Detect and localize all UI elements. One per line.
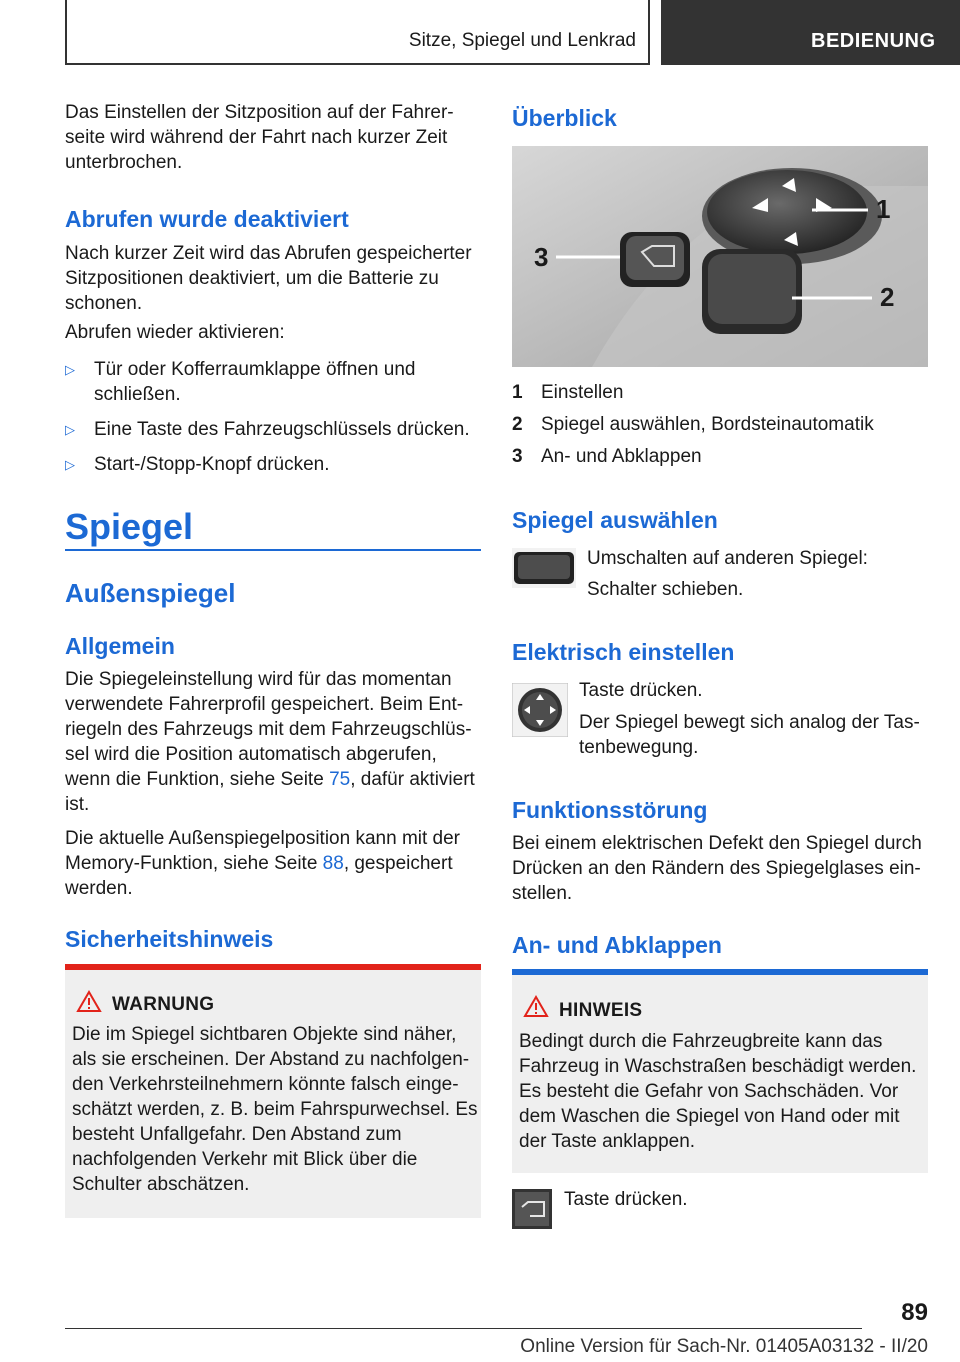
heading-allgemein: Allgemein <box>65 633 175 659</box>
hint-triangle-icon <box>523 995 549 1018</box>
legend-num: 3 <box>512 446 523 467</box>
paragraph-schalter: Schalter schieben. <box>587 579 744 600</box>
paragraph-taste-anklappen: Taste drücken. <box>564 1189 688 1210</box>
heading-spiegel-auswaehlen: Spiegel auswählen <box>512 507 718 533</box>
paragraph-memory <box>65 826 481 901</box>
header-chapter: Sitze, Spiegel und Lenkrad <box>408 30 636 51</box>
hint-box <box>512 969 928 1173</box>
warning-triangle-icon <box>76 990 102 1013</box>
bullet-text: Tür oder Kofferraumklappe öffnen und schließen. <box>94 359 416 405</box>
header-section-tab[interactable]: BEDIENUNG <box>661 0 960 65</box>
spiegel-rule <box>65 549 481 551</box>
paragraph-stoerung: Bei einem elektrischen Defekt den Spiegel durch Drücken an den Rändern des Spiegelglases ein-stellen. <box>512 833 922 904</box>
hint-text: Bedingt durch die Fahrzeugbreite kann das Fahrzeug in Waschstraßen beschädigt werden. Es besteht die Gefahr von Sachschäden. Vor dem Waschen die Spiegel von Hand oder mit der Taste anklappen. <box>519 1031 917 1152</box>
allgemein-text-b: , dafür aktiviert ist. <box>65 769 475 815</box>
hint-bar <box>512 969 928 975</box>
paragraph-deaktiviert: Nach kurzer Zeit wird das Abrufen gespeicherter Sitzpositionen deaktiviert, um die Batterie zu schonen. <box>65 243 472 314</box>
header-rule-right <box>648 0 650 65</box>
figure-label-2: 2 <box>880 282 895 312</box>
memory-text-a: Die aktuelle Außenspiegelposition kann mit der Memory-Funktion, siehe Seite <box>65 828 461 874</box>
paragraph-allgemein <box>65 667 481 817</box>
footer-rule <box>65 1328 862 1329</box>
heading-funktionsstoerung: Funktionsstörung <box>512 797 708 823</box>
heading-ueberblick: Überblick <box>512 105 617 131</box>
footer-version: Online Version für Sach-Nr. 01405A03132 - II/20 <box>520 1336 928 1357</box>
mirror-select-switch-icon <box>512 548 576 588</box>
figure-label-3: 3 <box>534 242 549 272</box>
memory-text-b: , gespeichert werden. <box>65 853 453 899</box>
paragraph-spiegel-bewegt: Der Spiegel bewegt sich analog der Tas-tenbewegung. <box>579 712 920 758</box>
mirror-switch-figure <box>512 146 928 367</box>
heading-elektrisch-einstellen: Elektrisch einstellen <box>512 639 735 665</box>
legend-num: 2 <box>512 414 523 435</box>
legend-text: Spiegel auswählen, Bordsteinautomatik <box>541 414 874 435</box>
bullet-list <box>65 357 481 487</box>
page-link-88[interactable]: 88 <box>322 853 344 874</box>
heading-abrufen-deaktiviert: Abrufen wurde deaktiviert <box>65 206 349 232</box>
allgemein-text-a: Die Spiegeleinstellung wird für das momentan verwendete Fahrerprofil gespeichert. Beim Ent-riegeln des Fahrzeugs mit dem Fahrzeugschlüs-sel wird die Position automatisch abgerufen, wenn die Funktion, siehe Seite <box>65 669 472 790</box>
list-item <box>65 417 481 442</box>
triangle-bullet-icon: ▷ <box>65 457 75 472</box>
legend-num: 1 <box>512 382 523 403</box>
mirror-adjust-button-icon <box>512 683 568 737</box>
warning-title: WARNUNG <box>112 994 215 1015</box>
warning-text: Die im Spiegel sichtbaren Objekte sind näher, als sie erscheinen. Der Abstand zu nachfolgen-den Verkehrsteilnehmern könnte falsch einge-schätzt werden, z. B. beim Fahrspurwechsel. Es besteht Unfallgefahr. Den Abstand zum nachfolgenden Verkehr mit Blick über die Schulter abschätzen. <box>72 1024 478 1195</box>
figure-label-1: 1 <box>876 194 891 224</box>
heading-spiegel: Spiegel <box>65 506 194 547</box>
legend-text: Einstellen <box>541 382 624 403</box>
bullet-text: Eine Taste des Fahrzeugschlüssels drücken. <box>94 419 470 440</box>
paragraph-aktivieren: Abrufen wieder aktivieren: <box>65 322 285 343</box>
page-link-75[interactable]: 75 <box>329 769 351 790</box>
list-item <box>65 357 481 407</box>
fold-mirror-button-icon <box>512 1189 552 1229</box>
triangle-bullet-icon: ▷ <box>65 362 75 377</box>
page-number: 89 <box>901 1299 928 1326</box>
warning-box <box>65 964 481 1218</box>
warning-bar <box>65 964 481 970</box>
bullet-text: Start-/Stopp-Knopf drücken. <box>94 454 330 475</box>
triangle-bullet-icon: ▷ <box>65 422 75 437</box>
heading-an-abklappen: An- und Abklappen <box>512 932 722 958</box>
legend-text: An- und Abklappen <box>541 446 702 467</box>
heading-aussenspiegel: Außenspiegel <box>65 578 236 608</box>
intro-paragraph: Das Einstellen der Sitzposition auf der Fahrer-seite wird während der Fahrt nach kurzer Zeit unterbrochen. <box>65 102 454 173</box>
header-rule-left <box>65 0 67 65</box>
paragraph-umschalten: Umschalten auf anderen Spiegel: <box>587 548 868 569</box>
paragraph-taste-druecken: Taste drücken. <box>579 680 703 701</box>
header-underline <box>65 63 650 65</box>
hint-title: HINWEIS <box>559 1000 643 1021</box>
list-item <box>65 452 481 477</box>
heading-sicherheitshinweis: Sicherheitshinweis <box>65 926 274 952</box>
